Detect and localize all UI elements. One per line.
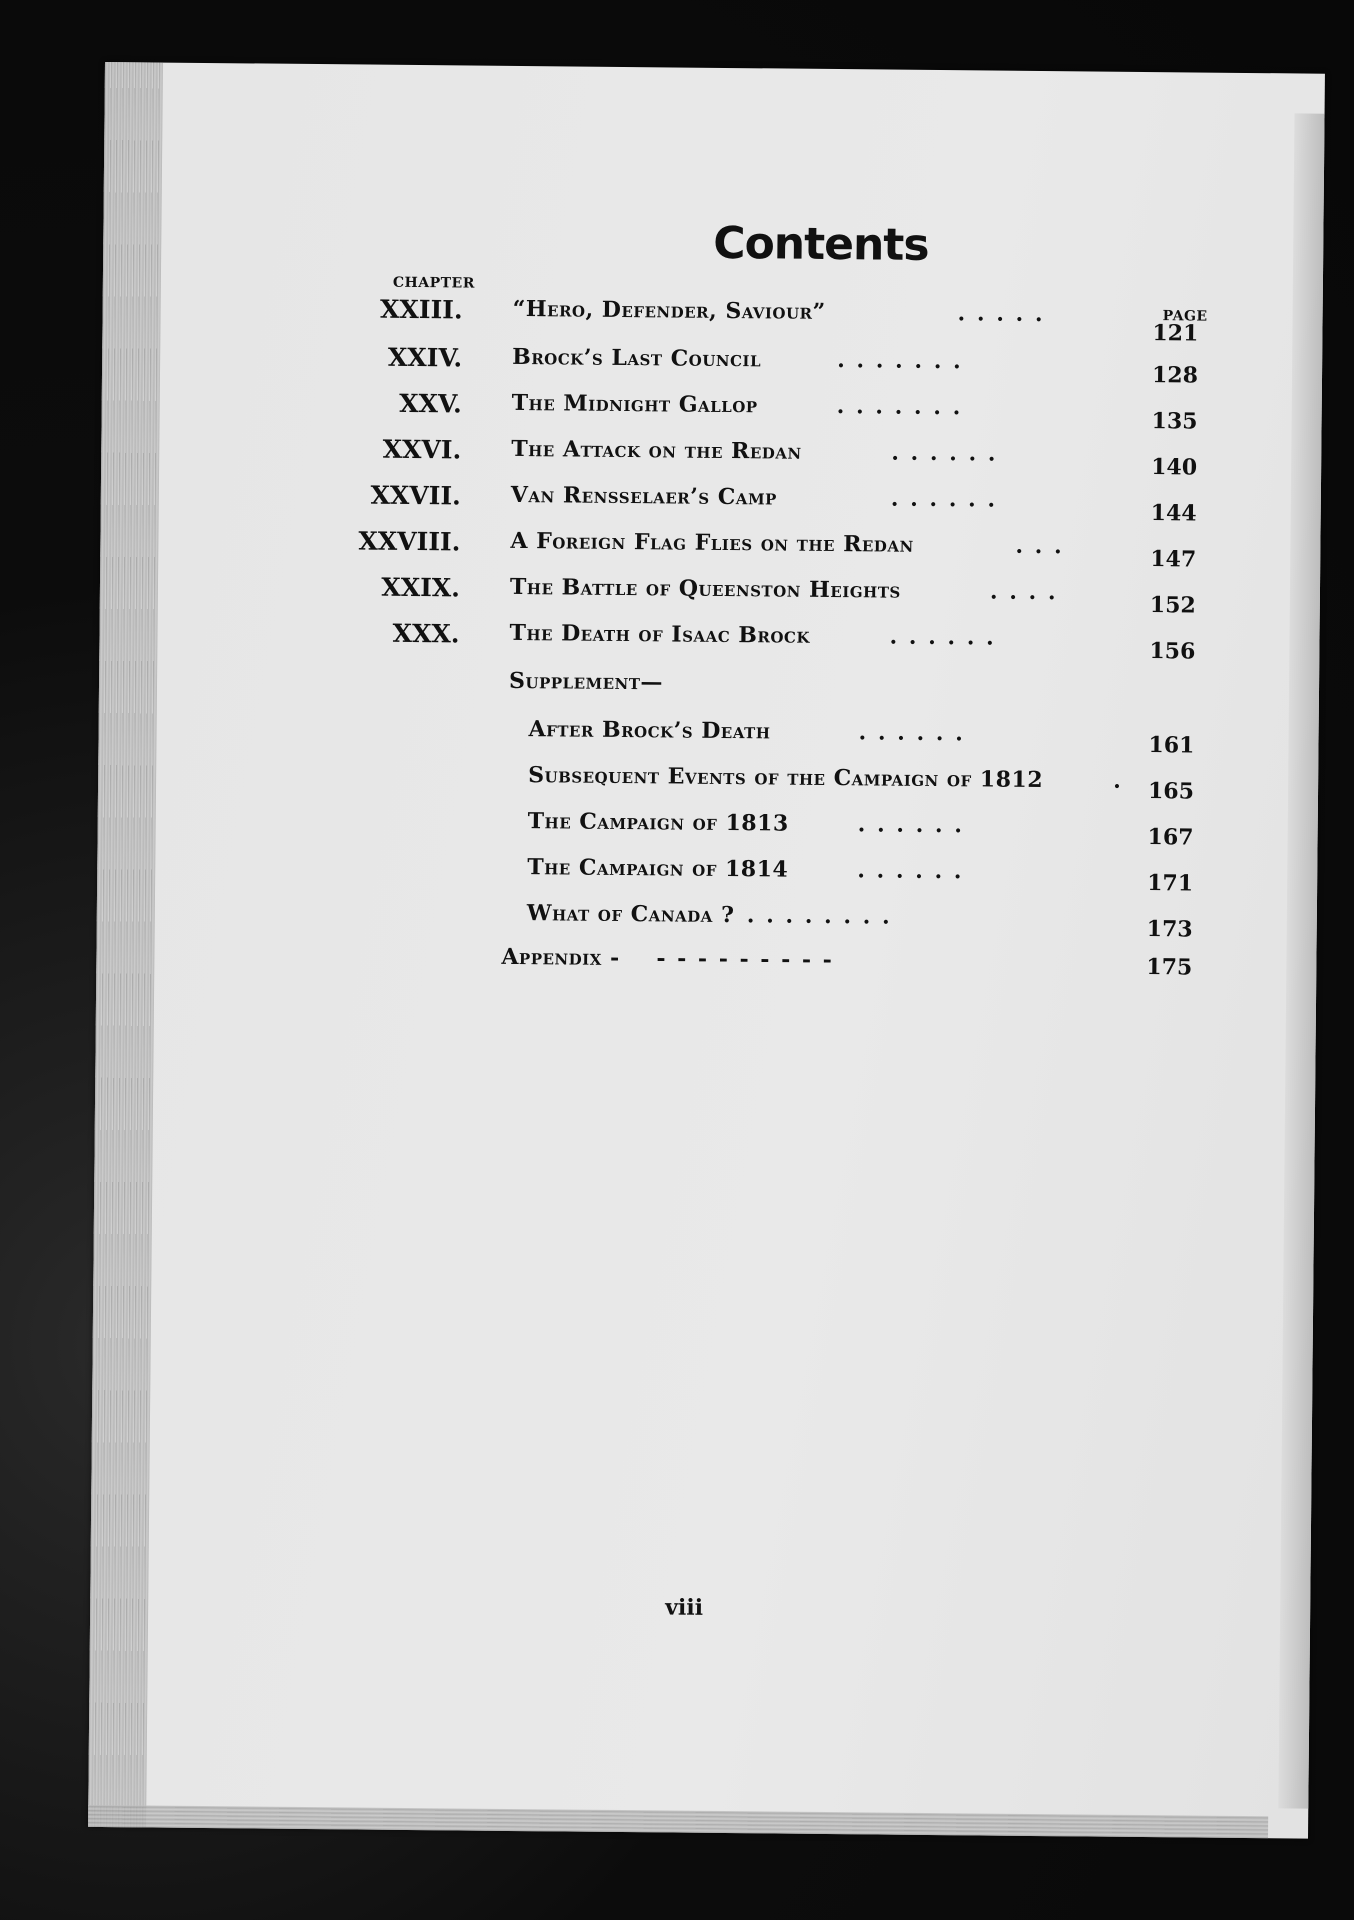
dash-leaders: - - - - - - - - - xyxy=(656,945,834,974)
toc-entry xyxy=(102,292,1322,347)
chapter-column-label: CHAPTER xyxy=(392,274,475,292)
toc-entry xyxy=(101,432,1321,484)
chapter-number: XXVIII. xyxy=(358,526,461,557)
supplement-title: What of Canada ? xyxy=(526,900,735,929)
contents-document xyxy=(88,62,1325,1839)
dot-leaders: . xyxy=(1113,767,1123,794)
page-number: 144 xyxy=(1150,500,1197,527)
supplement-title: The Campaign of 1814 xyxy=(527,854,789,883)
page-number: 128 xyxy=(1151,362,1199,389)
page-number: 156 xyxy=(1149,638,1196,665)
toc-entry xyxy=(96,940,1316,992)
chapter-number: XXX. xyxy=(392,618,460,649)
page-column-label: PAGE xyxy=(1162,308,1208,325)
supplement-heading xyxy=(99,664,1319,716)
chapter-title: The Death of Isaac Brock xyxy=(509,619,811,649)
dot-leaders: . . . xyxy=(1015,532,1064,560)
dot-leaders: . . . . . . . xyxy=(836,393,963,421)
dot-leaders: . . . . . . xyxy=(857,857,964,885)
page-number: 147 xyxy=(1150,546,1197,573)
page-number: 121 xyxy=(1152,320,1199,347)
page-number: 165 xyxy=(1147,778,1195,805)
dot-leaders: . . . . . . . . xyxy=(746,902,892,930)
page-number: 167 xyxy=(1147,824,1194,851)
chapter-title: The Attack on the Redan xyxy=(511,435,802,465)
chapter-title: “Hero, Defender, Saviour” xyxy=(512,295,826,325)
chapter-title: The Battle of Queenston Heights xyxy=(509,573,901,604)
supplement-title: Subsequent Events of the Campaign of 1812 xyxy=(528,762,1044,794)
page-number: 135 xyxy=(1151,408,1198,435)
chapter-number: XXVII. xyxy=(370,480,461,511)
toc-entry xyxy=(98,712,1318,764)
chapter-number: XXIII. xyxy=(379,294,463,325)
toc-entry xyxy=(99,616,1319,668)
dot-leaders: . . . . xyxy=(989,578,1058,606)
chapter-title: Van Rensselaer’s Camp xyxy=(510,481,778,511)
page-number: 161 xyxy=(1148,732,1195,759)
toc-entry xyxy=(100,524,1320,576)
toc-entry xyxy=(102,386,1322,438)
page-number: 152 xyxy=(1149,592,1196,619)
dot-leaders: . . . . . . xyxy=(858,719,965,747)
page-number: 140 xyxy=(1151,454,1198,481)
page-number: 173 xyxy=(1146,916,1193,943)
appendix-title: Appendix - xyxy=(501,943,620,971)
dot-leaders: . . . . . xyxy=(957,300,1045,328)
page-title: Contents xyxy=(713,217,929,271)
chapter-number: XXIV. xyxy=(387,342,463,373)
toc-entry xyxy=(98,758,1318,810)
supplement-title: The Campaign of 1813 xyxy=(527,808,789,837)
page-number: 175 xyxy=(1146,954,1193,981)
toc-entry xyxy=(97,896,1317,948)
supplement-title: After Brock’s Death xyxy=(528,716,771,745)
chapter-title: Brock’s Last Council xyxy=(512,343,762,373)
page-folio: viii xyxy=(665,1594,704,1621)
chapter-number: XXV. xyxy=(399,388,462,419)
dot-leaders: . . . . . . xyxy=(890,485,998,513)
toc-entry xyxy=(102,340,1322,392)
chapter-number: XXVI. xyxy=(382,434,462,465)
chapter-title: A Foreign Flag Flies on the Redan xyxy=(510,527,914,558)
chapter-title: The Midnight Gallop xyxy=(511,389,758,419)
page-number: 171 xyxy=(1147,870,1194,897)
dot-leaders: . . . . . . xyxy=(889,623,996,651)
book-page xyxy=(88,62,1325,1839)
toc-entry xyxy=(97,850,1317,902)
toc-entry xyxy=(97,804,1317,856)
dot-leaders: . . . . . . . xyxy=(837,347,963,375)
dot-leaders: . . . . . . xyxy=(891,439,998,467)
toc-entry xyxy=(101,478,1321,530)
chapter-number: XXIX. xyxy=(381,572,461,603)
toc-entry xyxy=(100,570,1320,622)
supplement-label: Supplement— xyxy=(508,667,664,696)
dot-leaders: . . . . . . xyxy=(857,811,965,839)
